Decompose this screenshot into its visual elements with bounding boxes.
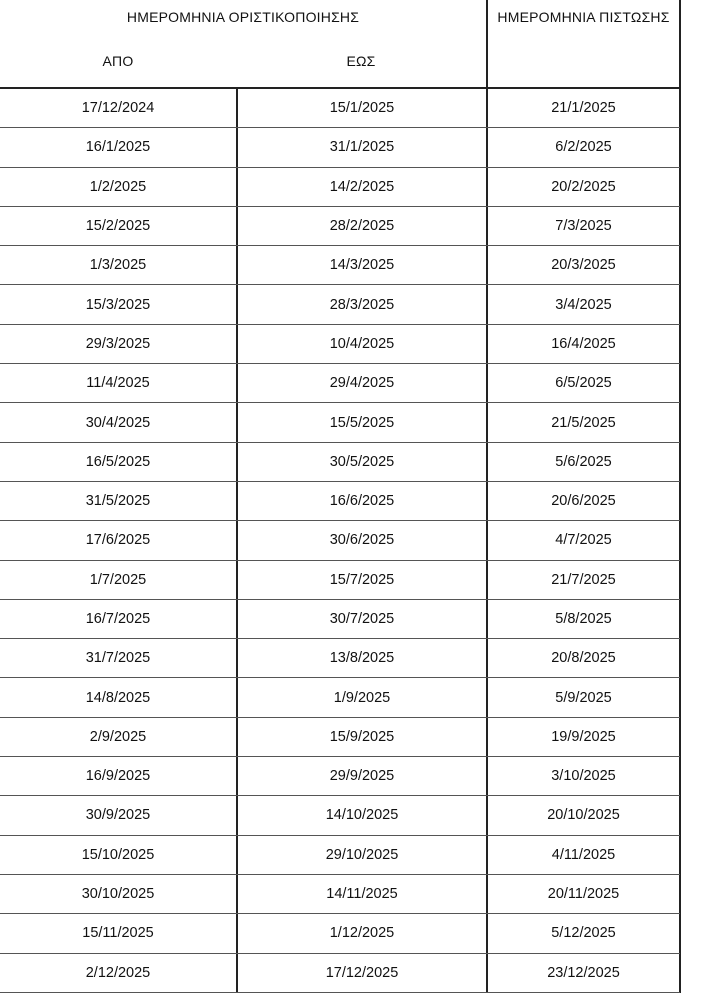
to-date-cell: 13/8/2025 — [329, 650, 395, 667]
credit-date-cell: 5/6/2025 — [555, 453, 612, 470]
table-row — [0, 561, 680, 600]
credit-date-cell: 3/4/2025 — [555, 296, 612, 313]
from-date-cell: 31/5/2025 — [85, 493, 151, 510]
credit-date-cell: 7/3/2025 — [555, 218, 612, 235]
to-date-cell: 14/10/2025 — [325, 807, 399, 824]
table-row — [0, 89, 680, 128]
from-date-cell: 1/2/2025 — [89, 178, 147, 195]
from-date-cell: 15/10/2025 — [81, 846, 155, 863]
table-row — [0, 285, 680, 324]
from-date-cell: 15/11/2025 — [82, 925, 154, 942]
to-date-cell: 15/5/2025 — [329, 414, 395, 431]
table-row — [0, 678, 680, 717]
credit-date-cell: 5/8/2025 — [555, 611, 612, 627]
from-date-cell: 16/5/2025 — [85, 453, 151, 470]
to-date-cell: 15/9/2025 — [329, 728, 395, 745]
credit-date-cell: 5/12/2025 — [551, 925, 616, 942]
from-date-cell: 15/3/2025 — [85, 296, 151, 313]
credit-date-cell: 3/10/2025 — [551, 768, 616, 785]
credit-date-cell: 20/6/2025 — [551, 493, 616, 510]
from-date-cell: 16/1/2025 — [85, 139, 151, 156]
table-row — [0, 639, 680, 678]
to-date-cell: 28/3/2025 — [329, 296, 395, 313]
table-row — [0, 954, 680, 993]
from-date-cell: 30/4/2025 — [85, 414, 151, 431]
table-row — [0, 325, 680, 364]
to-date-cell: 30/7/2025 — [329, 611, 395, 627]
to-date-cell: 30/6/2025 — [329, 532, 395, 549]
table-row — [0, 521, 680, 560]
table-row — [0, 443, 680, 482]
credit-date-cell: 20/11/2025 — [547, 886, 620, 903]
from-date-cell: 14/8/2025 — [85, 689, 151, 706]
credit-date-cell: 16/4/2025 — [551, 335, 616, 352]
to-date-cell: 31/1/2025 — [329, 139, 395, 156]
to-date-cell: 15/7/2025 — [329, 571, 395, 588]
table-row — [0, 482, 680, 521]
table-row — [0, 836, 680, 875]
credit-date-cell: 5/9/2025 — [555, 689, 612, 706]
from-date-cell: 30/10/2025 — [81, 886, 155, 903]
from-date-cell: 2/9/2025 — [89, 728, 147, 745]
table-row — [0, 914, 680, 953]
table-row — [0, 364, 680, 403]
from-date-cell: 29/3/2025 — [85, 335, 151, 352]
to-column-header: ΕΩΣ — [346, 53, 376, 69]
credit-date-cell: 20/8/2025 — [551, 650, 616, 667]
to-date-cell: 15/1/2025 — [329, 100, 395, 117]
to-date-cell: 29/4/2025 — [329, 375, 395, 392]
from-date-cell: 17/6/2025 — [85, 532, 151, 549]
to-date-cell: 1/12/2025 — [329, 925, 395, 942]
to-date-cell: 28/2/2025 — [329, 218, 395, 235]
to-date-cell: 10/4/2025 — [329, 335, 395, 352]
finalization-date-header: ΗΜΕΡΟΜΗΝΙΑ ΟΡΙΣΤΙΚΟΠΟΙΗΣΗΣ — [126, 9, 360, 25]
from-date-cell: 16/9/2025 — [85, 768, 151, 785]
credit-date-cell: 6/2/2025 — [555, 139, 612, 156]
from-date-cell: 1/3/2025 — [89, 257, 147, 274]
table-body — [0, 89, 680, 993]
credit-date-header: ΗΜΕΡΟΜΗΝΙΑ ΠΙΣΤΩΣΗΣ — [497, 9, 670, 25]
to-date-cell: 16/6/2025 — [329, 493, 395, 510]
to-date-cell: 14/3/2025 — [329, 257, 395, 274]
table-row — [0, 207, 680, 246]
table-row — [0, 600, 680, 639]
to-date-cell: 29/10/2025 — [325, 846, 399, 863]
from-date-cell: 31/7/2025 — [85, 650, 151, 667]
from-date-cell: 11/4/2025 — [86, 375, 150, 392]
from-date-cell: 30/9/2025 — [85, 807, 151, 824]
from-date-cell: 16/7/2025 — [85, 611, 151, 627]
credit-date-cell: 4/7/2025 — [555, 532, 612, 549]
credit-date-cell: 21/7/2025 — [551, 571, 616, 588]
credit-date-cell: 19/9/2025 — [551, 728, 616, 745]
to-date-cell: 17/12/2025 — [325, 964, 399, 981]
to-date-cell: 29/9/2025 — [329, 768, 395, 785]
from-date-cell: 15/2/2025 — [85, 218, 151, 235]
to-date-cell: 14/11/2025 — [326, 886, 398, 903]
credit-date-cell: 23/12/2025 — [547, 964, 620, 981]
credit-date-cell: 20/2/2025 — [551, 178, 616, 195]
credit-date-cell: 6/5/2025 — [555, 375, 612, 392]
credit-date-cell: 21/5/2025 — [551, 414, 616, 431]
credit-date-cell: 20/3/2025 — [551, 257, 616, 274]
table-row — [0, 875, 680, 914]
from-date-cell: 1/7/2025 — [89, 571, 147, 588]
to-date-cell: 14/2/2025 — [329, 178, 395, 195]
table-row — [0, 403, 680, 442]
from-date-cell: 2/12/2025 — [85, 964, 151, 981]
table-row — [0, 168, 680, 207]
to-date-cell: 30/5/2025 — [329, 453, 395, 470]
table-row — [0, 128, 680, 167]
from-column-header: ΑΠΟ — [102, 53, 134, 69]
table-row — [0, 796, 680, 835]
credit-date-cell: 4/11/2025 — [551, 846, 616, 863]
credit-date-cell: 20/10/2025 — [547, 807, 620, 824]
credit-date-cell: 21/1/2025 — [551, 100, 616, 117]
from-date-cell: 17/12/2024 — [81, 100, 155, 117]
table-row — [0, 718, 680, 757]
to-date-cell: 1/9/2025 — [333, 689, 391, 706]
table-row — [0, 757, 680, 796]
table-row — [0, 246, 680, 285]
